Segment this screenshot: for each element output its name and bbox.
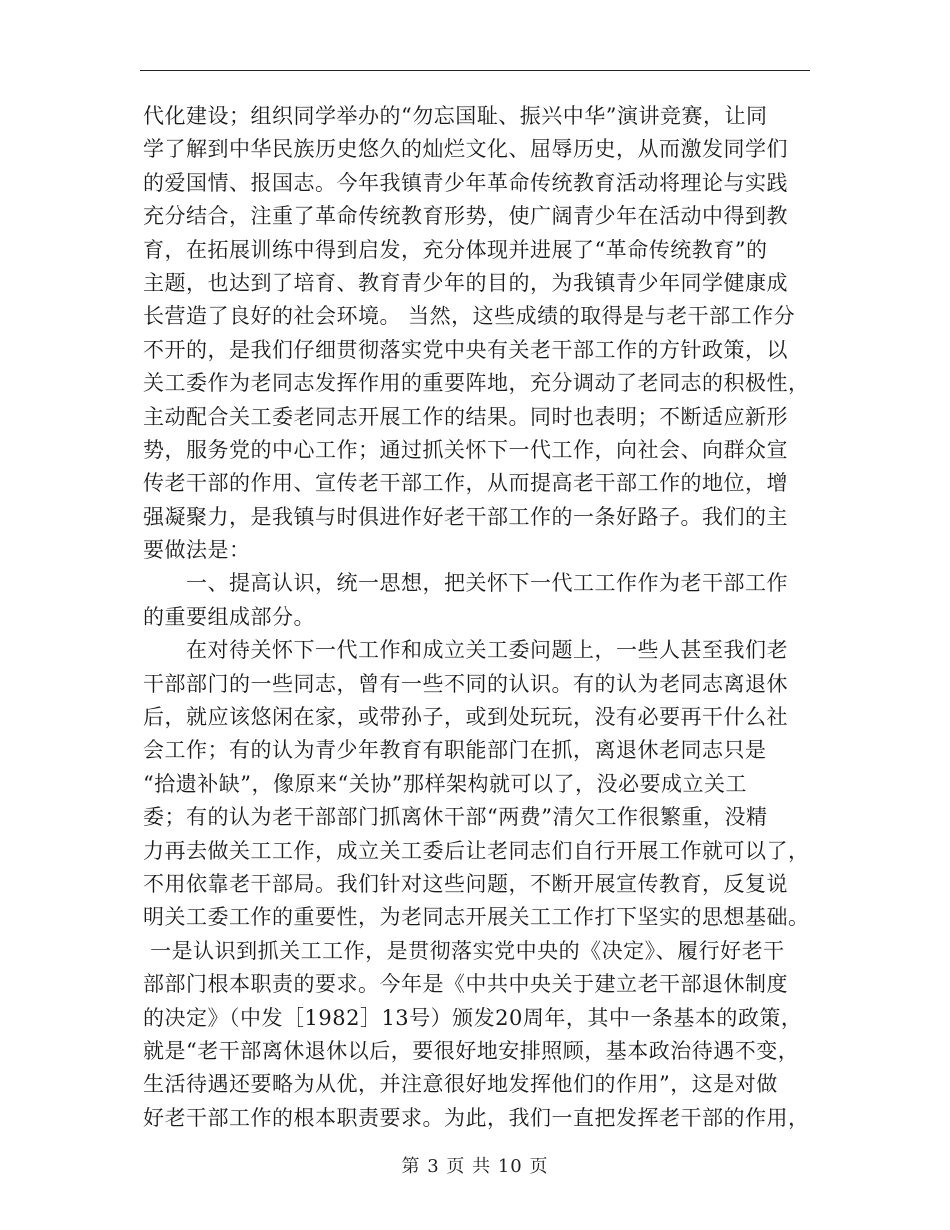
- paragraph-line: 的爱国情、报国志。今年我镇青少年革命传统教育活动将理论与实践: [143, 170, 788, 195]
- paragraph-line: 一、提高认识，统一思想，把关怀下一代工工作作为老干部工作: [143, 571, 789, 596]
- paragraph-line: 在对待关怀下一代工作和成立关工委问题上，一些人甚至我们老: [143, 638, 789, 663]
- paragraph-line: 传老干部的作用、宣传老干部工作，从而提高老干部工作的地位，增: [143, 471, 788, 496]
- paragraph-line: 强凝聚力，是我镇与时俱进作好老干部工作的一条好路子。我们的主: [143, 504, 788, 529]
- paragraph-line: 委；有的认为老干部部门抓离休干部“两费”清欠工作很繁重，没精: [143, 805, 768, 830]
- header-rule: [140, 70, 810, 71]
- paragraph-line: 代化建设；组织同学举办的“勿忘国耻、振兴中华”演讲竞赛，让同: [143, 104, 768, 128]
- paragraph-line: 一是认识到抓关工工作，是贯彻落实党中央的《决定》、履行好老干: [143, 938, 785, 963]
- paragraph-line: 就是“老干部离休退休以后，要很好地安排照顾，基本政治待遇不变，: [143, 1038, 800, 1063]
- paragraph-line: 育，在拓展训练中得到启发，充分体现并进展了“革命传统教育”的: [143, 237, 768, 262]
- paragraph-line: 明关工委工作的重要性，为老同志开展关工工作打下坚实的思想基础。: [143, 905, 810, 930]
- paragraph-line: 会工作；有的认为青少年教育有职能部门在抓，离退休老同志只是: [143, 738, 767, 763]
- paragraph-line: 的重要组成部分。: [143, 604, 315, 629]
- paragraph-line: 不用依靠老干部局。我们针对这些问题，不断开展宣传教育，反复说: [143, 871, 788, 896]
- paragraph-line: 主动配合关工委老同志开展工作的结果。同时也表明；不断适应新形: [143, 404, 788, 429]
- paragraph-line: 力再去做关工工作，成立关工委后让老同志们自行开展工作就可以了，: [143, 838, 810, 863]
- paragraph-line: 部部门根本职责的要求。今年是《中共中央关于建立老干部退休制度: [143, 972, 788, 997]
- paragraph-line: “拾遗补缺”，像原来“关协”那样架构就可以了，没必要成立关工: [143, 771, 747, 796]
- paragraph-line: 势，服务党的中心工作；通过抓关怀下一代工作，向社会、向群众宣: [143, 437, 788, 462]
- paragraph-line: 生活待遇还要略为从优，并注意很好地发挥他们的作用”，这是对做: [143, 1072, 778, 1097]
- paragraph-line: 干部部门的一些同志，曾有一些不同的认识。有的认为老同志离退休: [143, 671, 788, 696]
- document-body: [143, 100, 813, 1135]
- paragraph-line: 要做法是：: [143, 538, 251, 563]
- paragraph-line: 充分结合，注重了革命传统教育形势，使广阔青少年在活动中得到教: [143, 204, 788, 229]
- paragraph-line: 好老干部工作的根本职责要求。为此，我们一直把发挥老干部的作用，: [143, 1105, 810, 1130]
- paragraph-line: 的决定》（中发［1982］13号）颁发20周年，其中一条基本的政策，: [143, 1005, 803, 1030]
- paragraph-line: 主题，也达到了培育、教育青少年的目的，为我镇青少年同学健康成: [143, 270, 788, 295]
- paragraph-line: 学了解到中华民族历史悠久的灿烂文化、屈辱历史，从而激发同学们: [143, 137, 788, 162]
- paragraph-line: 长营造了良好的社会环境。 当然，这些成绩的取得是与老干部工作分: [143, 304, 796, 329]
- paragraph-line: 关工委作为老同志发挥作用的重要阵地，充分调动了老同志的积极性，: [143, 371, 810, 396]
- page-footer: 第 3 页 共 10 页: [401, 1156, 549, 1177]
- paragraph-line: 不开的，是我们仔细贯彻落实党中央有关老干部工作的方针政策，以: [143, 337, 788, 362]
- paragraph-line: 后，就应该悠闲在家，或带孙子，或到处玩玩，没有必要再干什么社: [143, 705, 788, 730]
